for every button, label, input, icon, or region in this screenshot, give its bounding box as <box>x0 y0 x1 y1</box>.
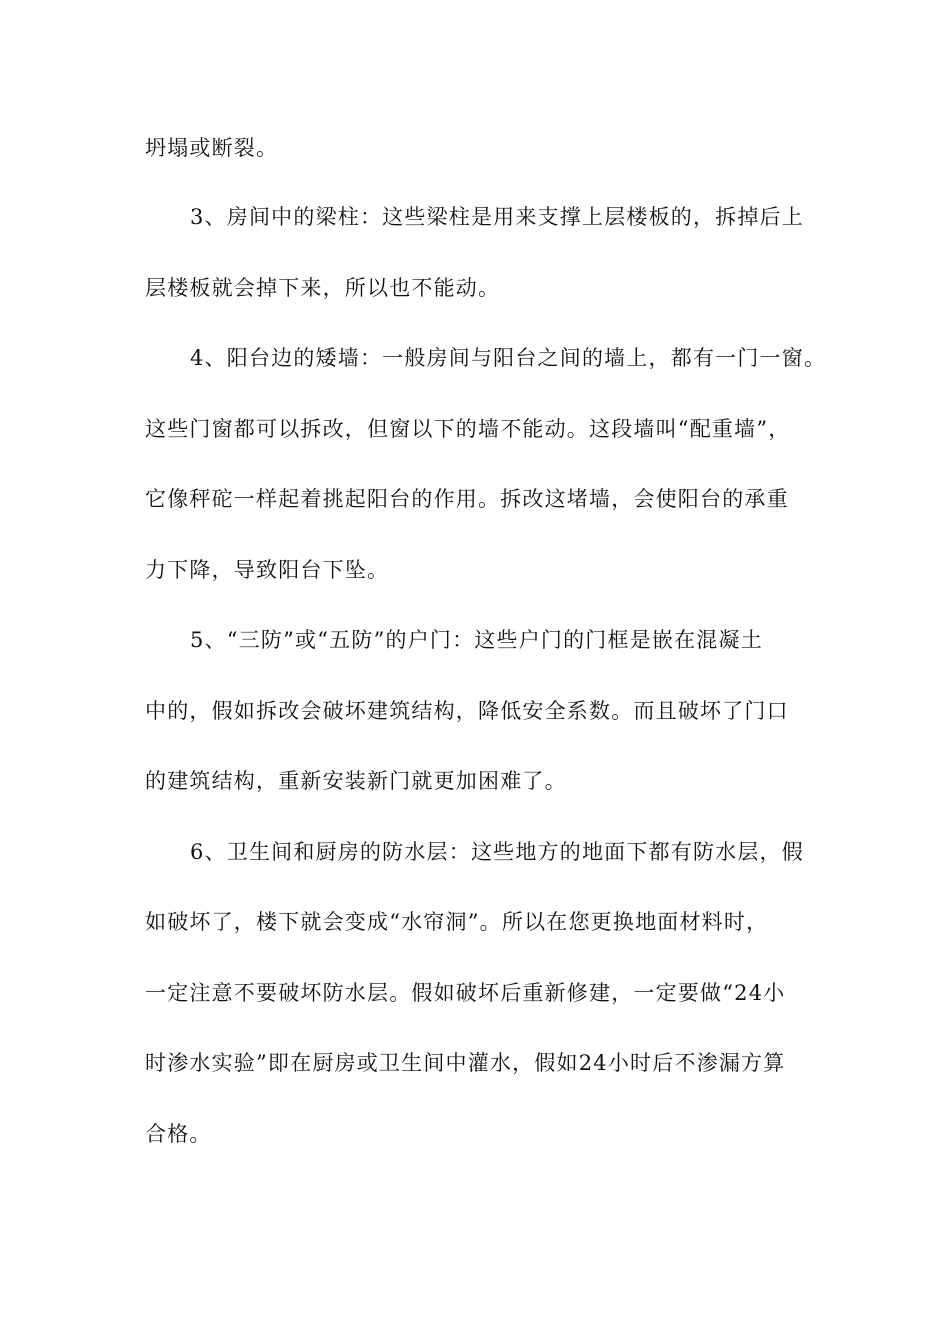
text-line: 这些门窗都可以拆改，但窗以下的墙不能动。这段墙叫“配重墙”， <box>145 417 791 441</box>
text-line: 坍塌或断裂。 <box>145 136 279 160</box>
text-line: 5、“三防”或“五防”的户门：这些户门的门框是嵌在混凝土 <box>190 628 763 652</box>
text-line: 力下降，导致阳台下坠。 <box>145 558 390 582</box>
text-line: 4、阳台边的矮墙：一般房间与阳台之间的墙上，都有一门一窗。 <box>190 346 827 370</box>
text-line: 时渗水实验”即在厨房或卫生间中灌水，假如24小时后不渗漏方算 <box>145 1051 786 1075</box>
text-line: 中的，假如拆改会破坏建筑结构，降低安全系数。而且破坏了门口 <box>145 699 789 723</box>
text-line: 6、卫生间和厨房的防水层：这些地方的地面下都有防水层，假 <box>190 840 804 864</box>
text-line: 它像秤砣一样起着挑起阳台的作用。拆改这堵墙，会使阳台的承重 <box>145 487 789 511</box>
text-line: 的建筑结构，重新安装新门就更加困难了。 <box>145 769 567 793</box>
text-line: 如破坏了，楼下就会变成“水帘洞”。所以在您更换地面材料时， <box>145 910 769 934</box>
text-line: 层楼板就会掉下来，所以也不能动。 <box>145 276 501 300</box>
text-line: 合格。 <box>145 1122 212 1146</box>
text-line: 一定注意不要破坏防水层。假如破坏后重新修建，一定要做“24小 <box>145 981 786 1005</box>
text-line: 3、房间中的梁柱：这些梁柱是用来支撑上层楼板的，拆掉后上 <box>190 205 804 229</box>
